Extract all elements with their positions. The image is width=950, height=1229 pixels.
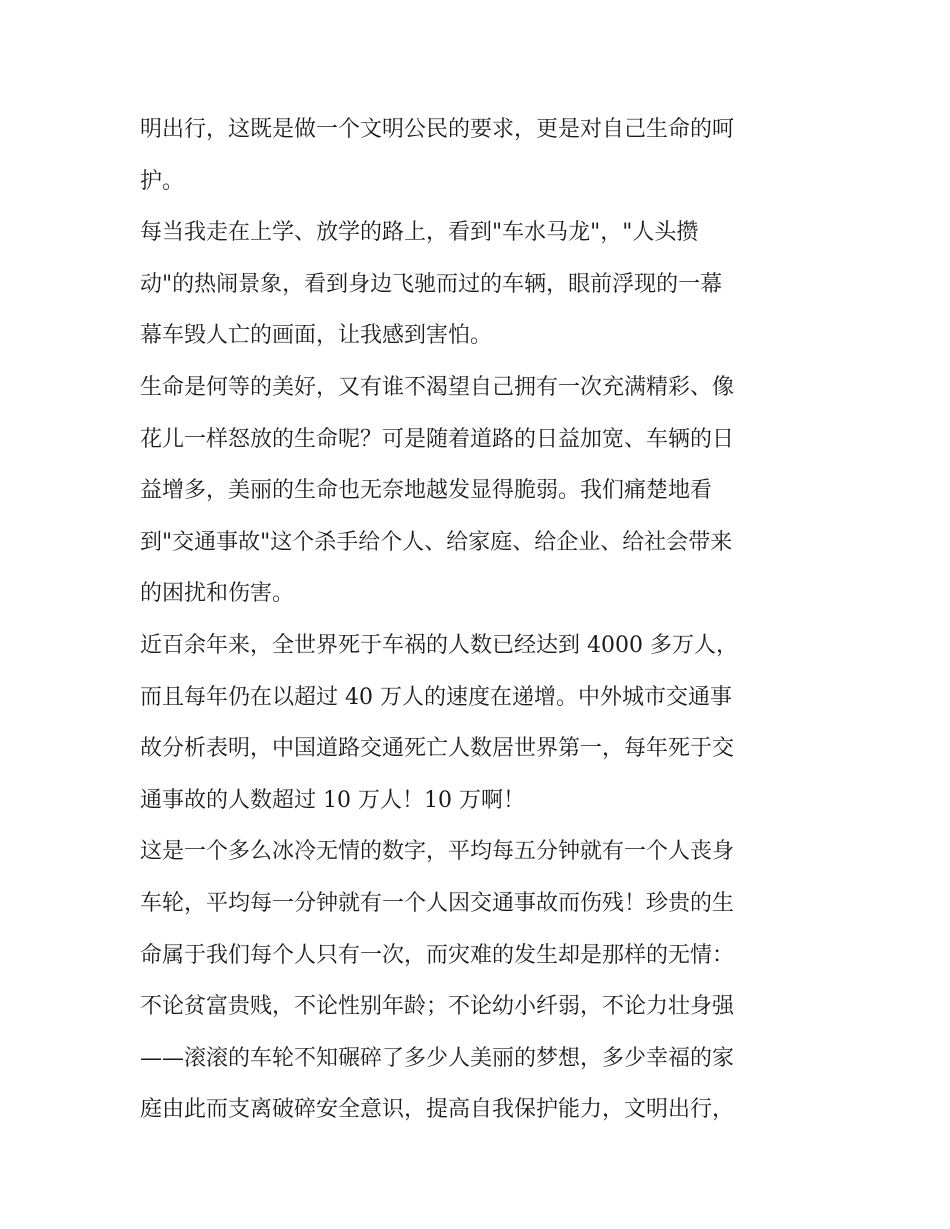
text-line: 庭由此而支离破碎安全意识，提高自我保护能力，文明出行， — [140, 1097, 735, 1123]
text-line: 这是一个多么冰冷无情的数字，平均每五分钟就有一个人丧身 — [140, 839, 735, 865]
text-line: 通事故的人数超过 10 万人！10 万啊！ — [140, 787, 525, 813]
essay-body — [140, 104, 820, 1136]
text-line: 命属于我们每个人只有一次，而灾难的发生却是那样的无情： — [140, 942, 735, 968]
text-line: 的困扰和伤害。 — [140, 581, 295, 607]
text-line: 每当我走在上学、放学的路上，看到"车水马龙"，"人头攒 — [140, 220, 699, 246]
text-line: 不论贫富贵贱，不论性别年龄；不论幼小纤弱，不论力壮身强 — [140, 994, 735, 1020]
text-line: 生命是何等的美好，又有谁不渴望自己拥有一次充满精彩、像 — [140, 374, 735, 400]
text-line: 花儿一样怒放的生命呢？可是随着道路的日益加宽、车辆的日 — [140, 426, 735, 452]
text-line: 近百余年来，全世界死于车祸的人数已经达到 4000 多万人， — [140, 632, 738, 658]
text-line: ——滚滚的车轮不知碾碎了多少人美丽的梦想，多少幸福的家 — [140, 1045, 735, 1071]
text-line: 护。 — [140, 168, 185, 194]
text-line: 车轮，平均每一分钟就有一个人因交通事故而伤残！珍贵的生 — [140, 890, 735, 916]
text-line: 故分析表明，中国道路交通死亡人数居世界第一，每年死于交 — [140, 736, 735, 762]
text-line: 到"交通事故"这个杀手给个人、给家庭、给企业、给社会带来 — [140, 529, 733, 555]
text-line: 幕车毁人亡的画面，让我感到害怕。 — [140, 323, 493, 349]
text-line: 而且每年仍在以超过 40 万人的速度在递增。中外城市交通事 — [140, 684, 732, 710]
text-line: 明出行，这既是做一个文明公民的要求，更是对自己生命的呵 — [140, 117, 735, 142]
text-line: 益增多，美丽的生命也无奈地越发显得脆弱。我们痛楚地看 — [140, 478, 713, 504]
text-line: 动"的热闹景象，看到身边飞驰而过的车辆，眼前浮现的一幕 — [140, 271, 723, 297]
